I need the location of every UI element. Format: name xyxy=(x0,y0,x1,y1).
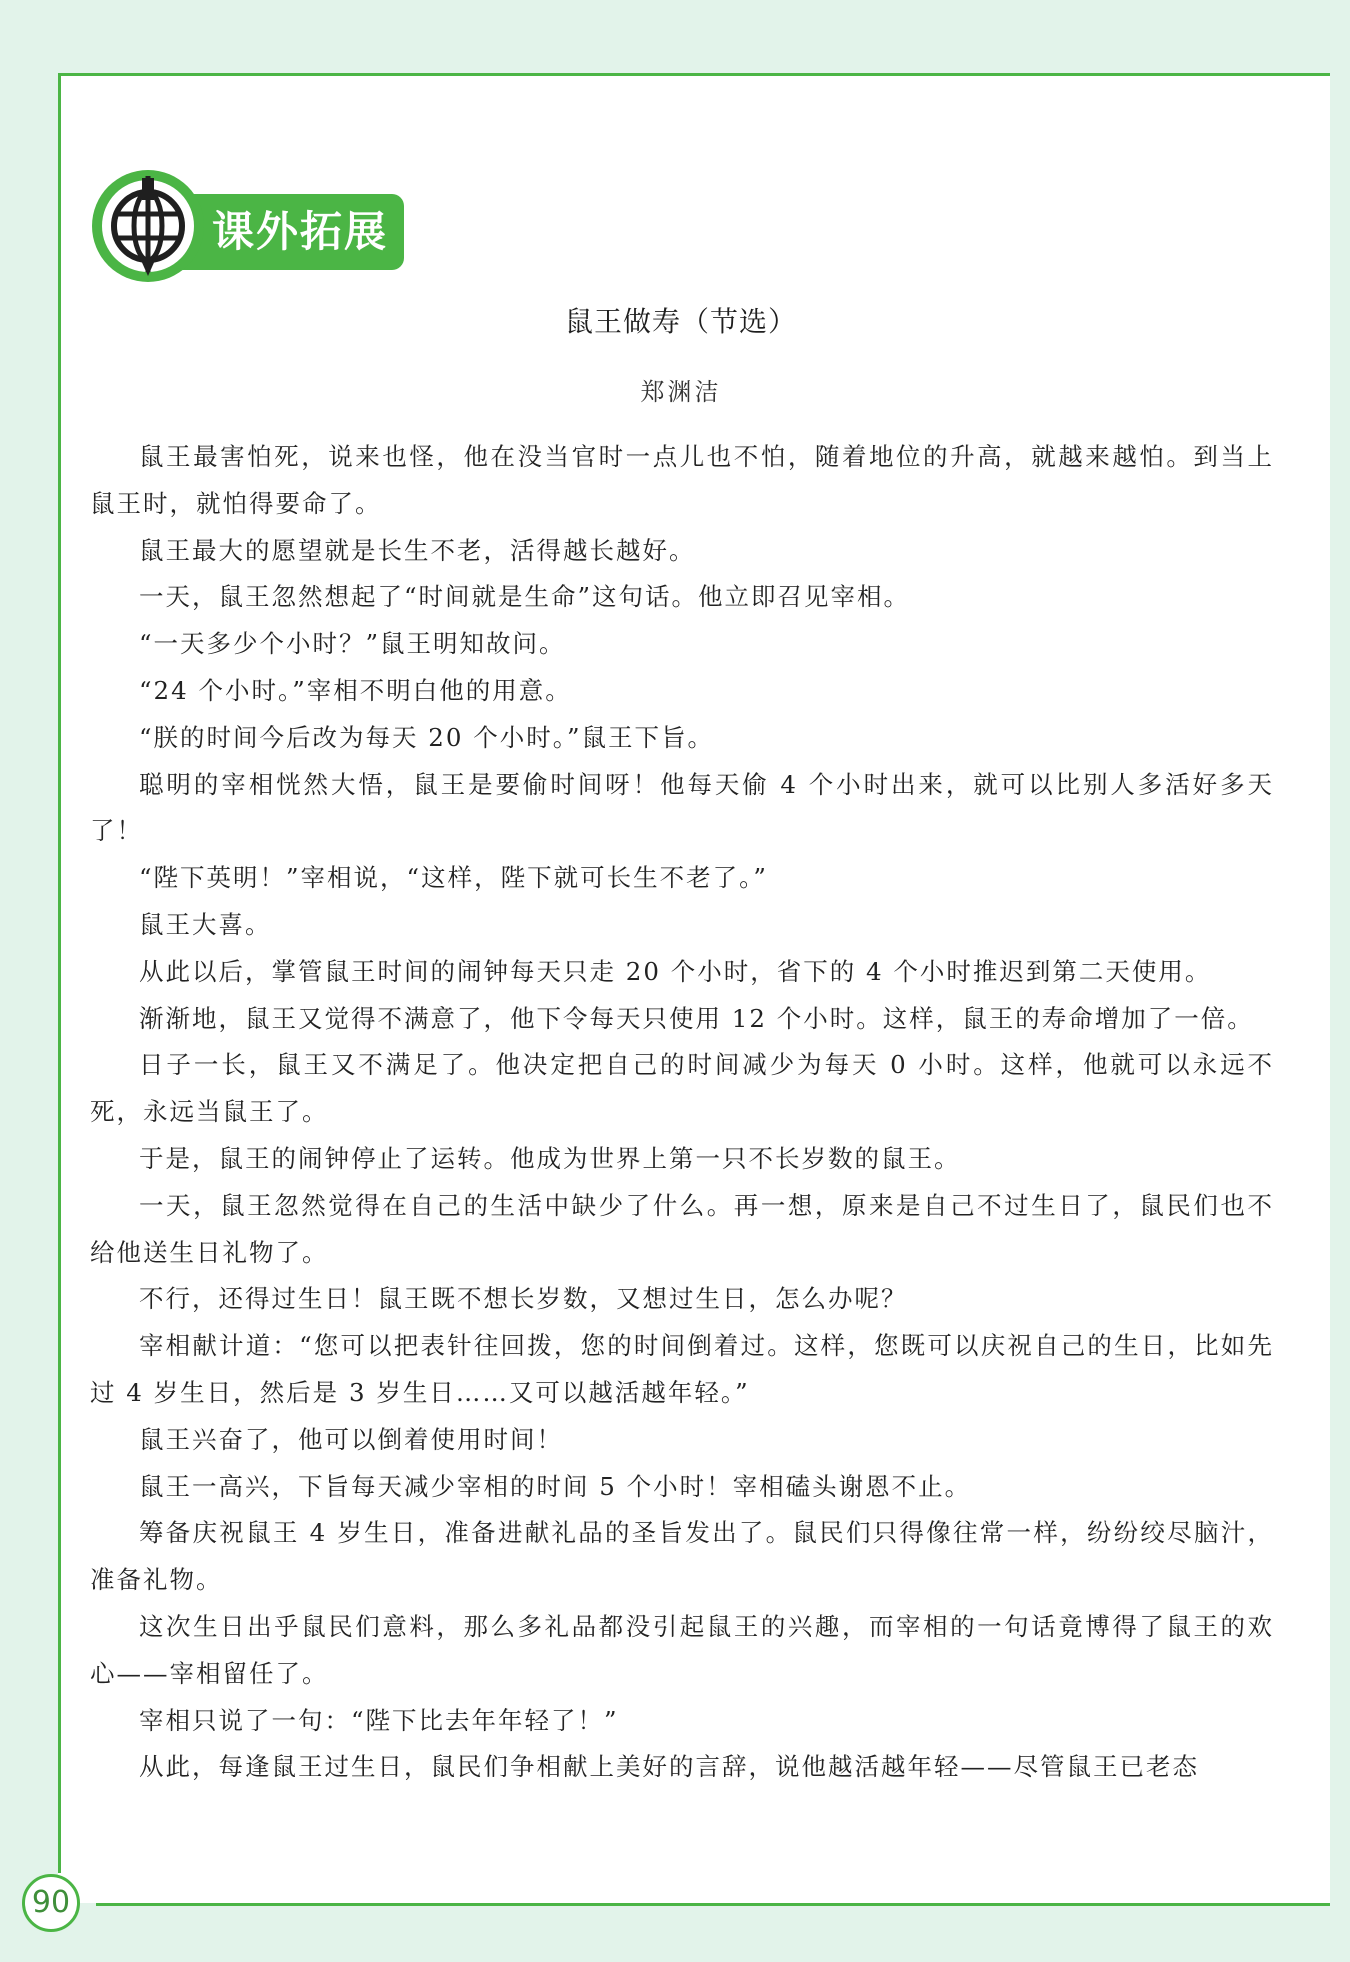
paragraph: 从此，每逢鼠王过生日，鼠民们争相献上美好的言辞，说他越活越年轻——尽管鼠王已老态 xyxy=(139,1752,1199,1782)
paragraph: 筹备庆祝鼠王 4 岁生日，准备进献礼品的圣旨发出了。鼠民们只得像往常一样，纷纷绞尽脑汁，准备礼物。 xyxy=(90,1518,1274,1595)
paragraph: 鼠王大喜。 xyxy=(139,909,272,939)
paragraph: “一天多少个小时？”鼠王明知故问。 xyxy=(139,629,566,659)
paragraph: 宰相只说了一句：“陛下比去年年轻了！” xyxy=(139,1705,619,1735)
paragraph: 鼠王最大的愿望就是长生不老，活得越长越好。 xyxy=(139,535,696,565)
paragraph: 宰相献计道：“您可以把表针往回拨，您的时间倒着过。这样，您既可以庆祝自己的生日，比如先过 4 岁生日，然后是 3 岁生日……又可以越活越年轻。” xyxy=(90,1331,1274,1407)
frame-left-rule xyxy=(58,73,61,1873)
article-title: 鼠王做寿（节选） xyxy=(564,305,797,338)
paragraph: “朕的时间今后改为每天 20 个小时。”鼠王下旨。 xyxy=(139,722,715,752)
paragraph: 聪明的宰相恍然大悟，鼠王是要偷时间呀！他每天偷 4 个小时出来，就可以比别人多活好多天了！ xyxy=(90,769,1274,846)
paragraph: 渐渐地，鼠王又觉得不满意了，他下令每天只使用 12 个小时。这样，鼠王的寿命增加了一倍。 xyxy=(139,1003,1254,1033)
paragraph: 这次生日出乎鼠民们意料，那么多礼品都没引起鼠王的兴趣，而宰相的一句话竟博得了鼠王的欢心——宰相留任了。 xyxy=(90,1611,1274,1688)
paragraph: 于是，鼠王的闹钟停止了运转。他成为世界上第一只不长岁数的鼠王。 xyxy=(139,1143,961,1173)
paragraph: 一天，鼠王忽然觉得在自己的生活中缺少了什么。再一想，原来是自己不过生日了，鼠民们也不给他送生日礼物了。 xyxy=(90,1190,1274,1267)
article-author: 郑渊洁 xyxy=(640,378,722,406)
paragraph: “陛下英明！”宰相说，“这样，陛下就可长生不老了。” xyxy=(139,863,768,893)
paragraph: “24 个小时。”宰相不明白他的用意。 xyxy=(139,675,572,705)
paragraph: 鼠王一高兴，下旨每天减少宰相的时间 5 个小时！宰相磕头谢恩不止。 xyxy=(139,1471,972,1501)
paragraph: 鼠王最害怕死，说来也怪，他在没当官时一点儿也不怕，随着地位的升高，就越来越怕。到当上鼠王时，就怕得要命了。 xyxy=(90,442,1274,518)
article-body xyxy=(90,434,1274,1791)
section-header-label: 课外拓展 xyxy=(212,207,389,256)
globe-pen-icon xyxy=(104,172,192,280)
paragraph: 日子一长，鼠王又不满足了。他决定把自己的时间减少为每天 0 小时。这样，他就可以永远不死，永远当鼠王了。 xyxy=(90,1050,1274,1127)
frame-top-rule xyxy=(58,73,1330,76)
paragraph: 不行，还得过生日！鼠王既不想长岁数，又想过生日，怎么办呢？ xyxy=(139,1284,908,1314)
frame-bottom-rule xyxy=(96,1903,1330,1906)
paragraph: 鼠王兴奋了，他可以倒着使用时间！ xyxy=(139,1424,563,1454)
page-number: 90 xyxy=(31,1885,71,1920)
paragraph: 从此以后，掌管鼠王时间的闹钟每天只走 20 个小时，省下的 4 个小时推迟到第二天使用。 xyxy=(139,956,1212,986)
paragraph: 一天，鼠王忽然想起了“时间就是生命”这句话。他立即召见宰相。 xyxy=(139,582,911,612)
